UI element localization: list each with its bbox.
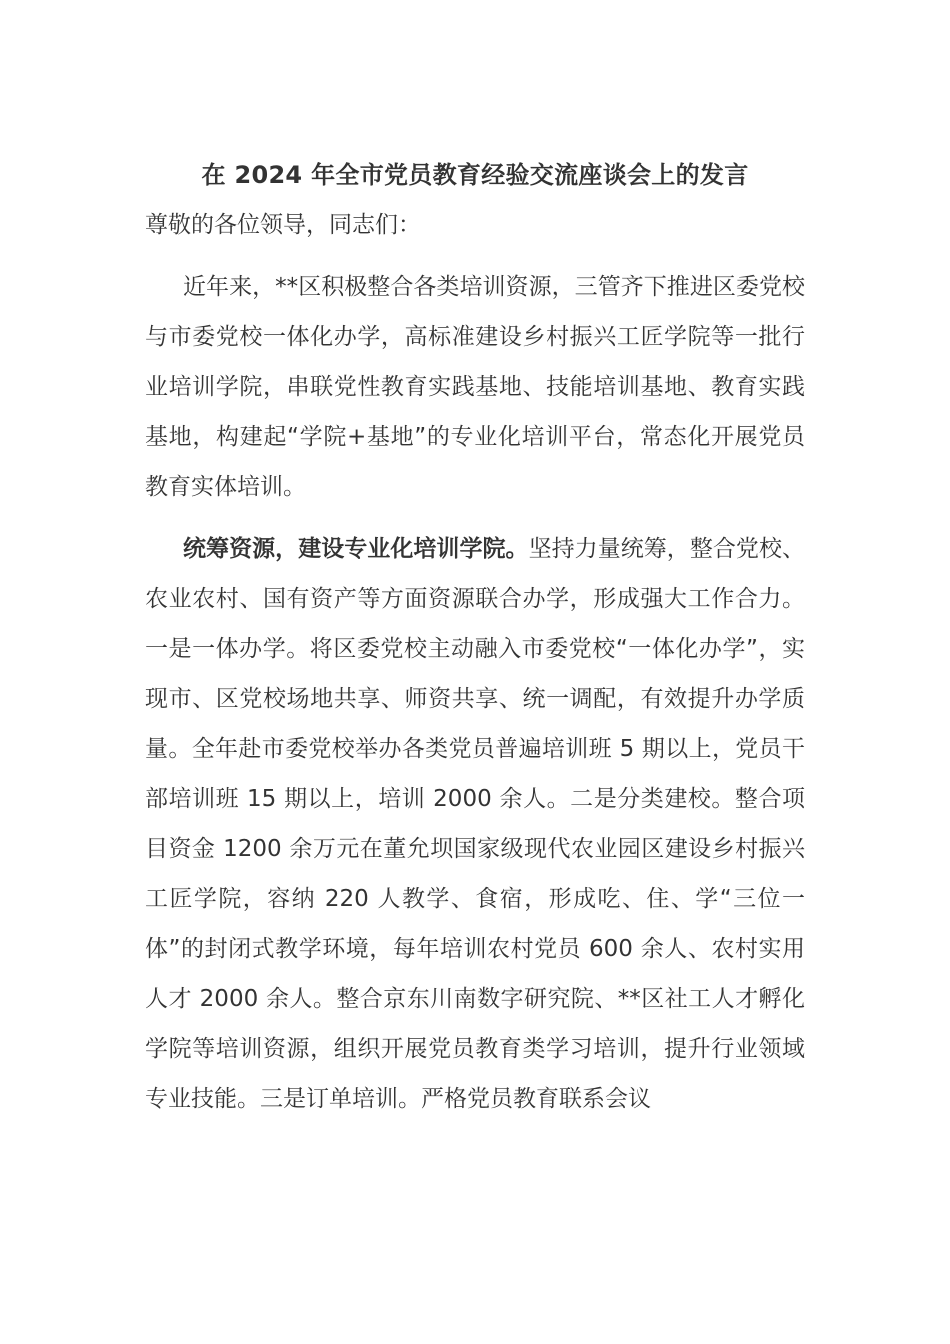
paragraph-resources xyxy=(145,524,805,1124)
document-page xyxy=(145,150,805,1136)
salutation: 尊敬的各位领导，同志们： xyxy=(145,212,421,238)
paragraph-lead-heading: 统筹资源，建设专业化培训学院。 xyxy=(183,536,529,562)
paragraph-text: 坚持力量统筹，整合党校、农业农村、国有资产等方面资源联合办学，形成强大工作合力。一是一体办学。将区委党校主动融入市委党校“一体化办学”，实现市、区党校场地共享、师资共享、统一调配，有效提升办学质量。全年赴市委党校举办各类党员普遍培训班 5 期以上，党员干部培训班 15 期以上，培训 2000 余人。二是分类建校。整合项目资金 1200 余万元在董允坝国家级现代农业园区建设乡村振兴工匠学院，容纳 220 人教学、食宿，形成吃、住、学“三位一体”的封闭式教学环境，每年培训农村党员 600 余人、农村实用人才 2000 余人。整合京东川南数字研究院、**区社工人才孵化学院等培训资源，组织开展党员教育类学习培训，提升行业领域专业技能。三是订单培训。严格党员教育联系会议 xyxy=(145,536,806,1112)
paragraph-text: 近年来，**区积极整合各类培训资源，三管齐下推进区委党校与市委党校一体化办学，高标准建设乡村振兴工匠学院等一批行业培训学院，串联党性教育实践基地、技能培训基地、教育实践基地，构建起“学院+基地”的专业化培训平台，常态化开展党员教育实体培训。 xyxy=(145,274,805,500)
paragraph-intro xyxy=(145,262,805,512)
document-title: 在 2024 年全市党员教育经验交流座谈会上的发言 xyxy=(201,161,749,189)
